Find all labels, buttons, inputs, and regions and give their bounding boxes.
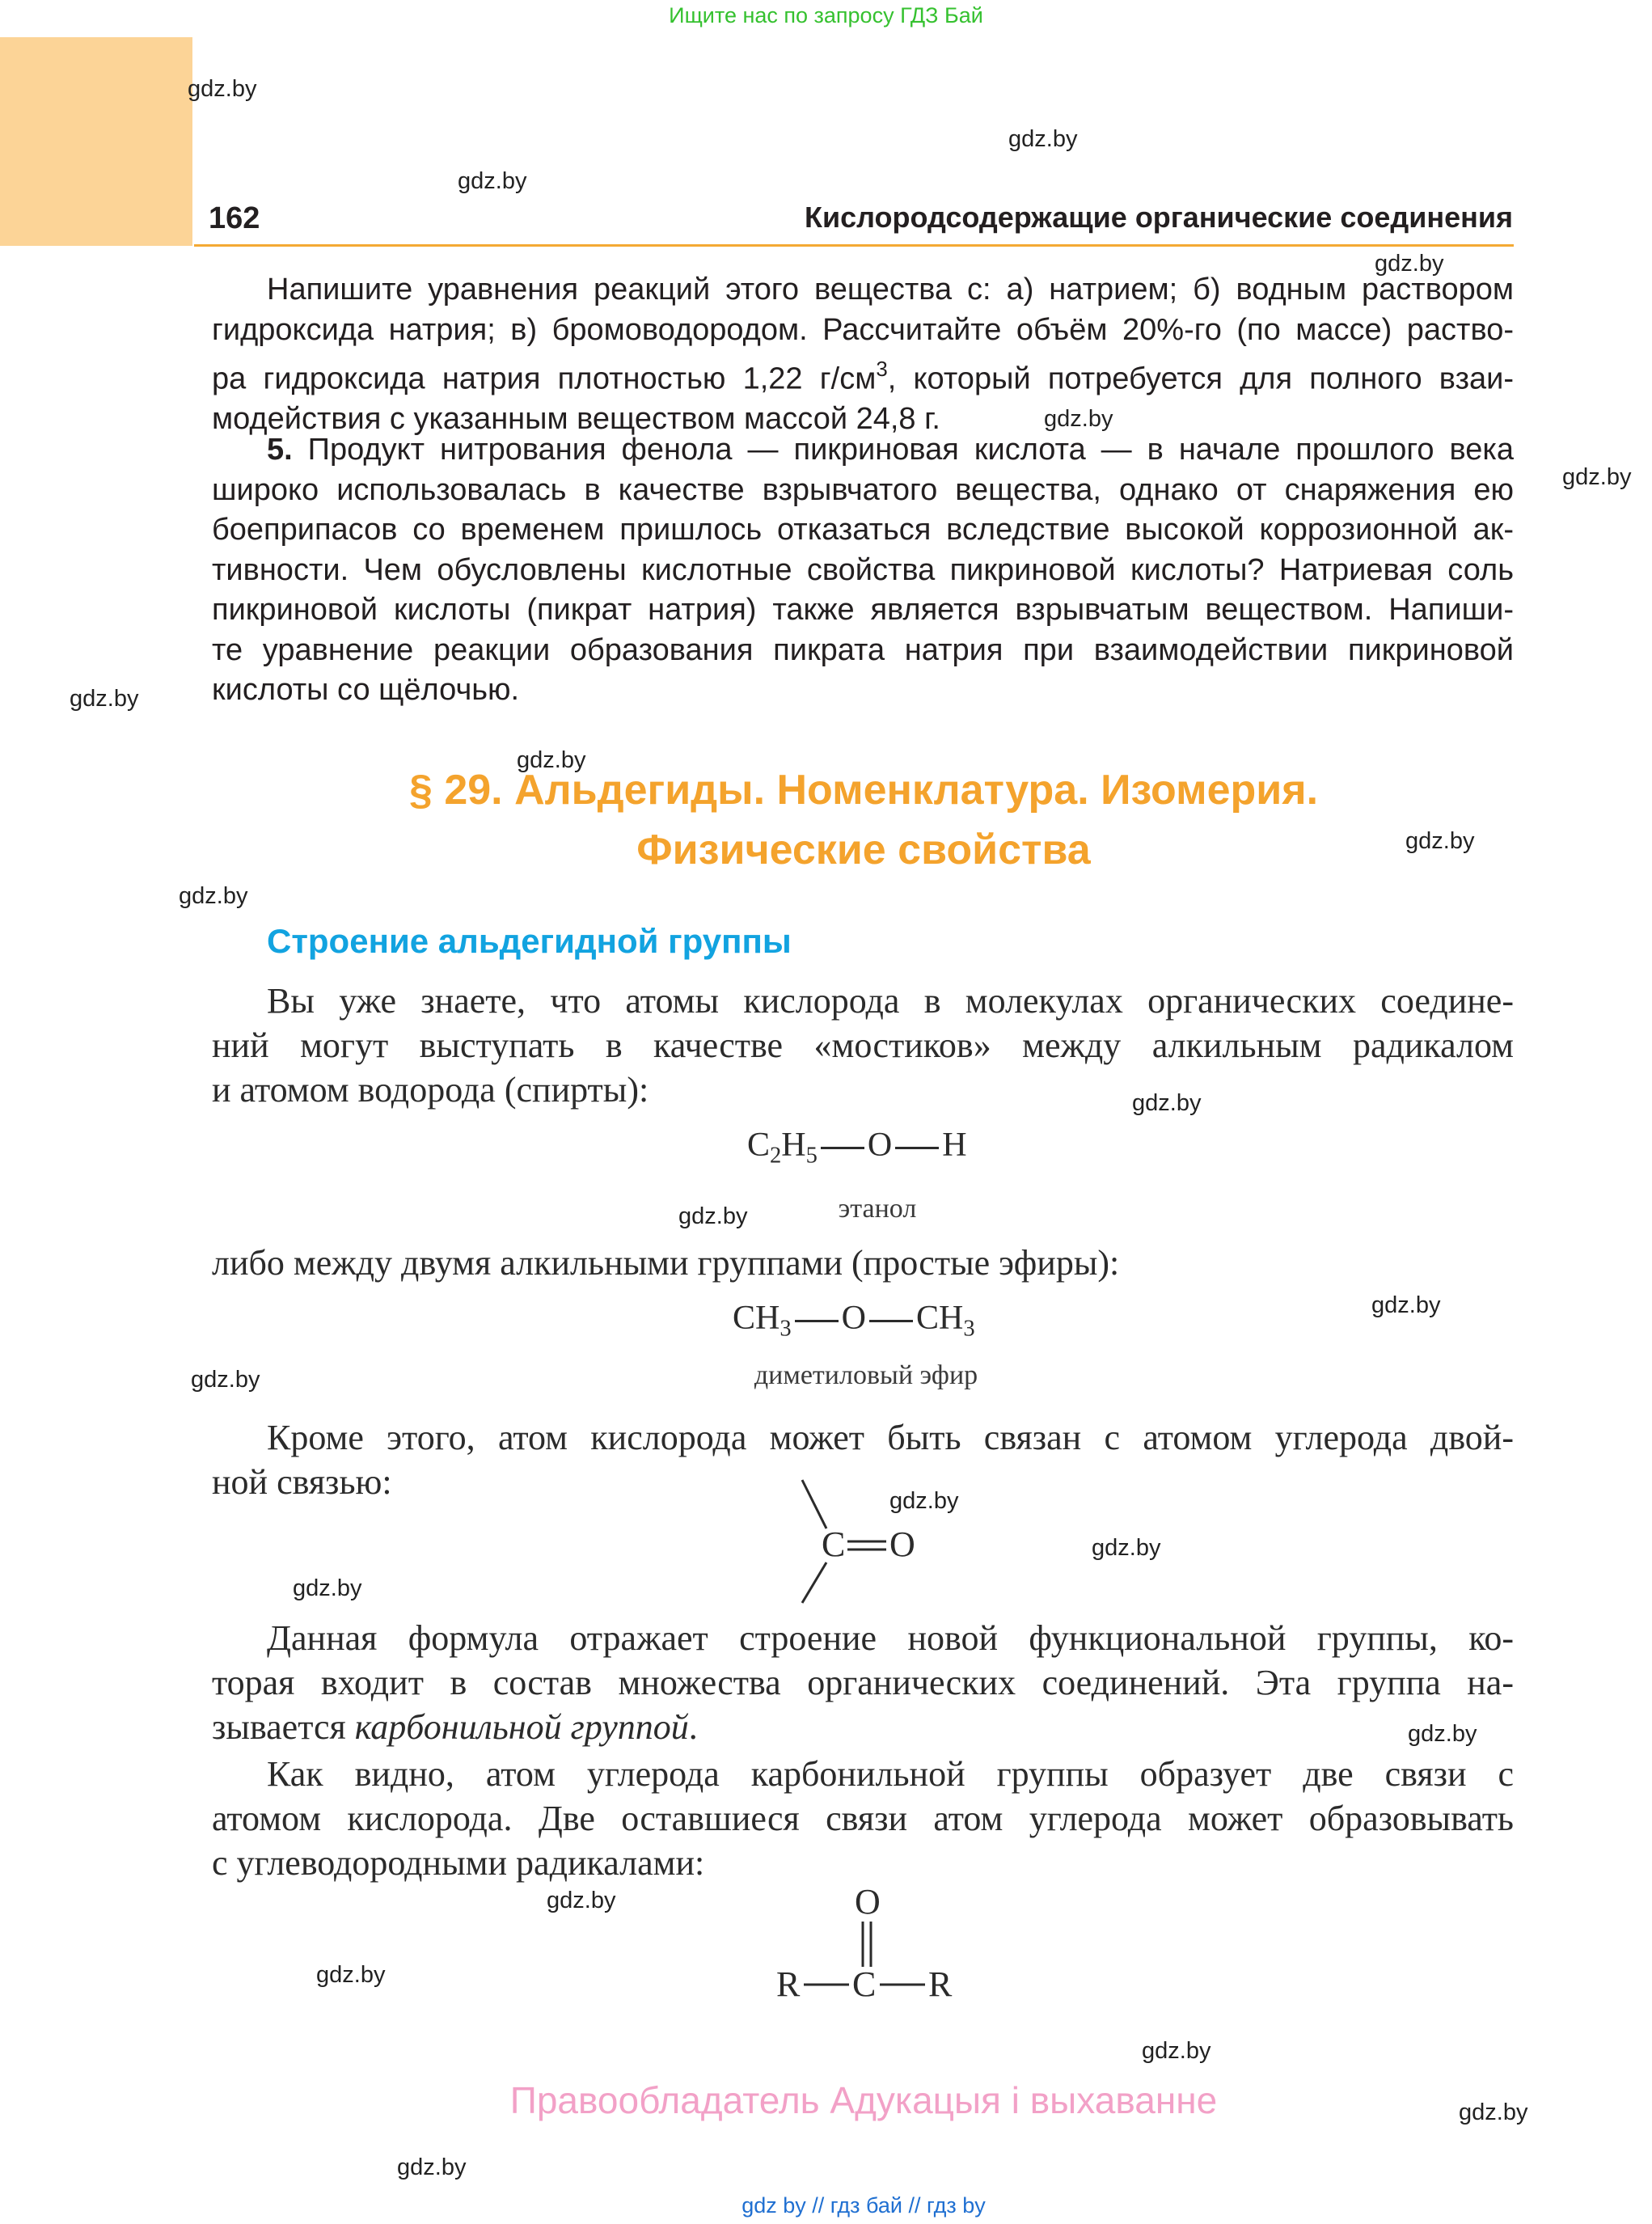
paragraph-radicals xyxy=(212,1752,1514,1885)
watermark: gdz.by xyxy=(1562,464,1632,490)
watermark: gdz.by xyxy=(889,1488,959,1514)
watermark: gdz.by xyxy=(1375,251,1444,277)
text-line: тивности. Чем обусловлены кислотные свойства пикриновой кислоты? Натриевая соль xyxy=(212,552,1514,587)
term-carbonyl-group: карбонильной группой xyxy=(354,1707,689,1747)
watermark: gdz.by xyxy=(316,1962,386,1988)
section-title-line: § 29. Альдегиды. Номенклатура. Изомерия. xyxy=(408,767,1319,814)
bond-lower-left xyxy=(802,1562,826,1603)
text-line: Данная формула отражает строение новой функциональной группы, ко- xyxy=(267,1618,1514,1658)
single-bond xyxy=(821,1147,864,1149)
text-line: ра гидроксида натрия плотностью 1,22 $г/см^3$, который потребуется для полного взаи- xyxy=(212,358,1515,396)
watermark: gdz.by xyxy=(293,1575,362,1601)
watermark: gdz.by xyxy=(1405,828,1475,854)
radical-right: R xyxy=(928,1964,953,2004)
watermark: gdz.by xyxy=(1132,1090,1202,1116)
oxygen-atom: O xyxy=(889,1524,915,1564)
text-line: 5. Продукт нитрования фенола — пикриновая кислота — в начале прошлого века xyxy=(267,433,1514,467)
oxygen-atom: O xyxy=(855,1882,881,1922)
text-line: Вы уже знаете, что атомы кислорода в молекулах органических соедине- xyxy=(267,981,1514,1021)
watermark: gdz.by xyxy=(547,1888,616,1913)
orange-page-tab xyxy=(0,37,192,246)
ethanol-formula: $C_2H_5$ O H xyxy=(747,1127,967,1169)
section-title xyxy=(0,760,1652,880)
task-number: 5. xyxy=(267,433,293,467)
text-line: зывается карбонильной группой. xyxy=(212,1707,698,1747)
watermark: gdz.by xyxy=(1092,1535,1161,1561)
watermark: gdz.by xyxy=(517,747,586,773)
watermark: gdz.by xyxy=(188,76,257,102)
ethanol-caption: этанол xyxy=(838,1194,917,1224)
bottom-banner: gdz by // гдз бай // гдз by xyxy=(741,2193,986,2218)
watermark: gdz.by xyxy=(1008,126,1078,152)
single-bond xyxy=(869,1320,913,1322)
header-rule xyxy=(194,244,1514,247)
watermark: gdz.by xyxy=(1408,1721,1477,1747)
text-line: Кроме этого, атом кислорода может быть связан с атомом углерода двой- xyxy=(267,1418,1514,1457)
text-line: пикриновой кислоты (пикрат натрия) также является взрывчатым веществом. Напиши- xyxy=(212,593,1514,627)
watermark: gdz.by xyxy=(191,1367,260,1393)
subsection-title: Строение альдегидной группы xyxy=(267,922,792,960)
text-line: ний могут выступать в качестве «мостиков» между алкильным радикалом xyxy=(212,1025,1514,1065)
text-line: кислоты со щёлочью. xyxy=(212,673,520,707)
text-line: атомом кислорода. Две оставшиеся связи атом углерода может образовывать xyxy=(212,1799,1514,1838)
watermark: gdz.by xyxy=(1142,2038,1211,2064)
running-head: Кислородсодержащие органические соединения xyxy=(804,201,1513,234)
copyright-footer: Правообладатель Адукацыя і выхаванне xyxy=(509,2079,1218,2121)
watermark: gdz.by xyxy=(179,883,248,909)
text-line: и атомом водорода (спирты): xyxy=(212,1070,649,1110)
carbon-atom: C xyxy=(822,1524,846,1564)
text-line: те уравнение реакции образования пикрата натрия при взаимодействии пикриновой xyxy=(212,632,1514,667)
text-line: ной связью: xyxy=(212,1462,392,1502)
ether-caption: диметиловый эфир xyxy=(754,1360,978,1390)
watermark: gdz.by xyxy=(458,168,527,194)
single-bond xyxy=(795,1320,839,1322)
text-line: боеприпасов со временем пришлось отказаться вследствие высокой коррозионной ак- xyxy=(212,513,1514,547)
text-line: с углеводородными радикалами: xyxy=(212,1843,705,1883)
paragraph-ethers xyxy=(212,1241,1514,1285)
text-line: Напишите уравнения реакций этого вещества с: а) натрием; б) водным раствором xyxy=(267,273,1514,307)
text-line: модействия с указанным веществом массой 24,8 г. xyxy=(212,402,940,436)
task-5-text xyxy=(212,430,1514,711)
text-line: гидроксида натрия; в) бромоводородом. Рассчитайте объём 20%-го (по массе) раство- xyxy=(212,312,1514,347)
single-bond xyxy=(895,1147,939,1149)
text-line: торая входит в состав множества органических соединений. Эта группа на- xyxy=(212,1663,1514,1702)
top-banner: Ищите нас по запросу ГДЗ Бай xyxy=(669,3,983,27)
text-line: широко использовалась в качестве взрывчатого вещества, однако от снаряжения ею xyxy=(212,472,1514,507)
section-title-line: Физические свойства xyxy=(636,827,1091,873)
task-4-text xyxy=(212,270,1514,440)
watermark: gdz.by xyxy=(397,2154,467,2180)
text-line: Как видно, атом углерода карбонильной группы образует две связи с xyxy=(267,1754,1514,1794)
watermark: gdz.by xyxy=(1459,2099,1528,2125)
paragraph-carbonyl xyxy=(212,1616,1514,1749)
watermark: gdz.by xyxy=(1044,406,1113,432)
text-line: либо между двумя алкильными группами (простые эфиры): xyxy=(212,1243,1120,1283)
watermark: gdz.by xyxy=(70,686,139,712)
carbon-atom: C xyxy=(852,1964,877,2004)
bond-upper-left xyxy=(802,1480,826,1528)
page-number: 162 xyxy=(209,201,260,235)
ketone-formula-diagram xyxy=(760,1876,978,2014)
radical-left: R xyxy=(776,1964,801,2004)
ether-formula: $CH_3$ O $CH_3$ xyxy=(733,1300,975,1342)
watermark: gdz.by xyxy=(1371,1292,1441,1318)
watermark: gdz.by xyxy=(678,1203,748,1229)
paragraph-alcohols xyxy=(212,979,1514,1112)
